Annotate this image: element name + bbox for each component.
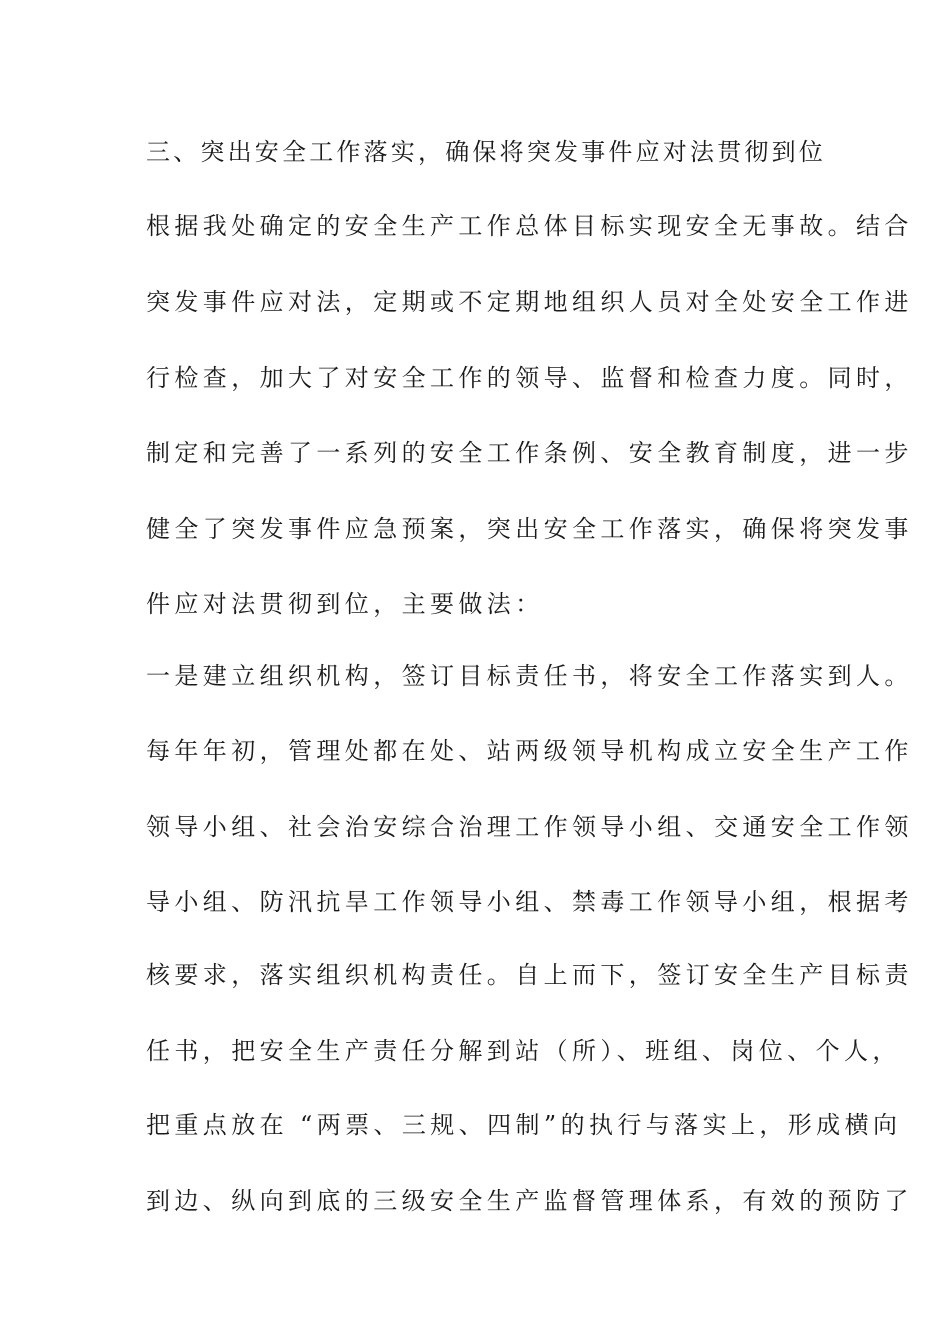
text-line: 导小组、防汛抗旱工作领导小组、禁毒工作领导小组，根据考	[146, 888, 913, 916]
text-line: 制定和完善了一系列的安全工作条例、安全教育制度，进一步	[146, 439, 913, 467]
section-heading: 三、突出安全工作落实，确保将突发事件应对法贯彻到位	[146, 138, 826, 166]
text-line: 核要求，落实组织机构责任。自上而下，签订安全生产目标责	[146, 961, 913, 989]
text-line: 领导小组、社会治安综合治理工作领导小组、交通安全工作领	[146, 813, 913, 841]
text-line: 件应对法贯彻到位，主要做法：	[146, 590, 544, 618]
text-line: 一是建立组织机构，签订目标责任书，将安全工作落实到人。	[146, 662, 913, 690]
text-line: 每年年初，管理处都在处、站两级领导机构成立安全生产工作	[146, 737, 913, 765]
text-line: 把重点放在 “两票、三规、四制”的执行与落实上，形成横向	[146, 1111, 902, 1139]
text-line: 根据我处确定的安全生产工作总体目标实现安全无事故。结合	[146, 212, 913, 240]
text-line: 到边、纵向到底的三级安全生产监督管理体系，有效的预防了	[146, 1187, 913, 1215]
text-line: 健全了突发事件应急预案，突出安全工作落实，确保将突发事	[146, 515, 913, 543]
text-line: 突发事件应对法，定期或不定期地组织人员对全处安全工作进	[146, 288, 913, 316]
text-line: 行检查，加大了对安全工作的领导、监督和检查力度。同时，	[146, 364, 913, 392]
text-line: 任书，把安全生产责任分解到站（所）、班组、岗位、个人，	[146, 1037, 901, 1065]
